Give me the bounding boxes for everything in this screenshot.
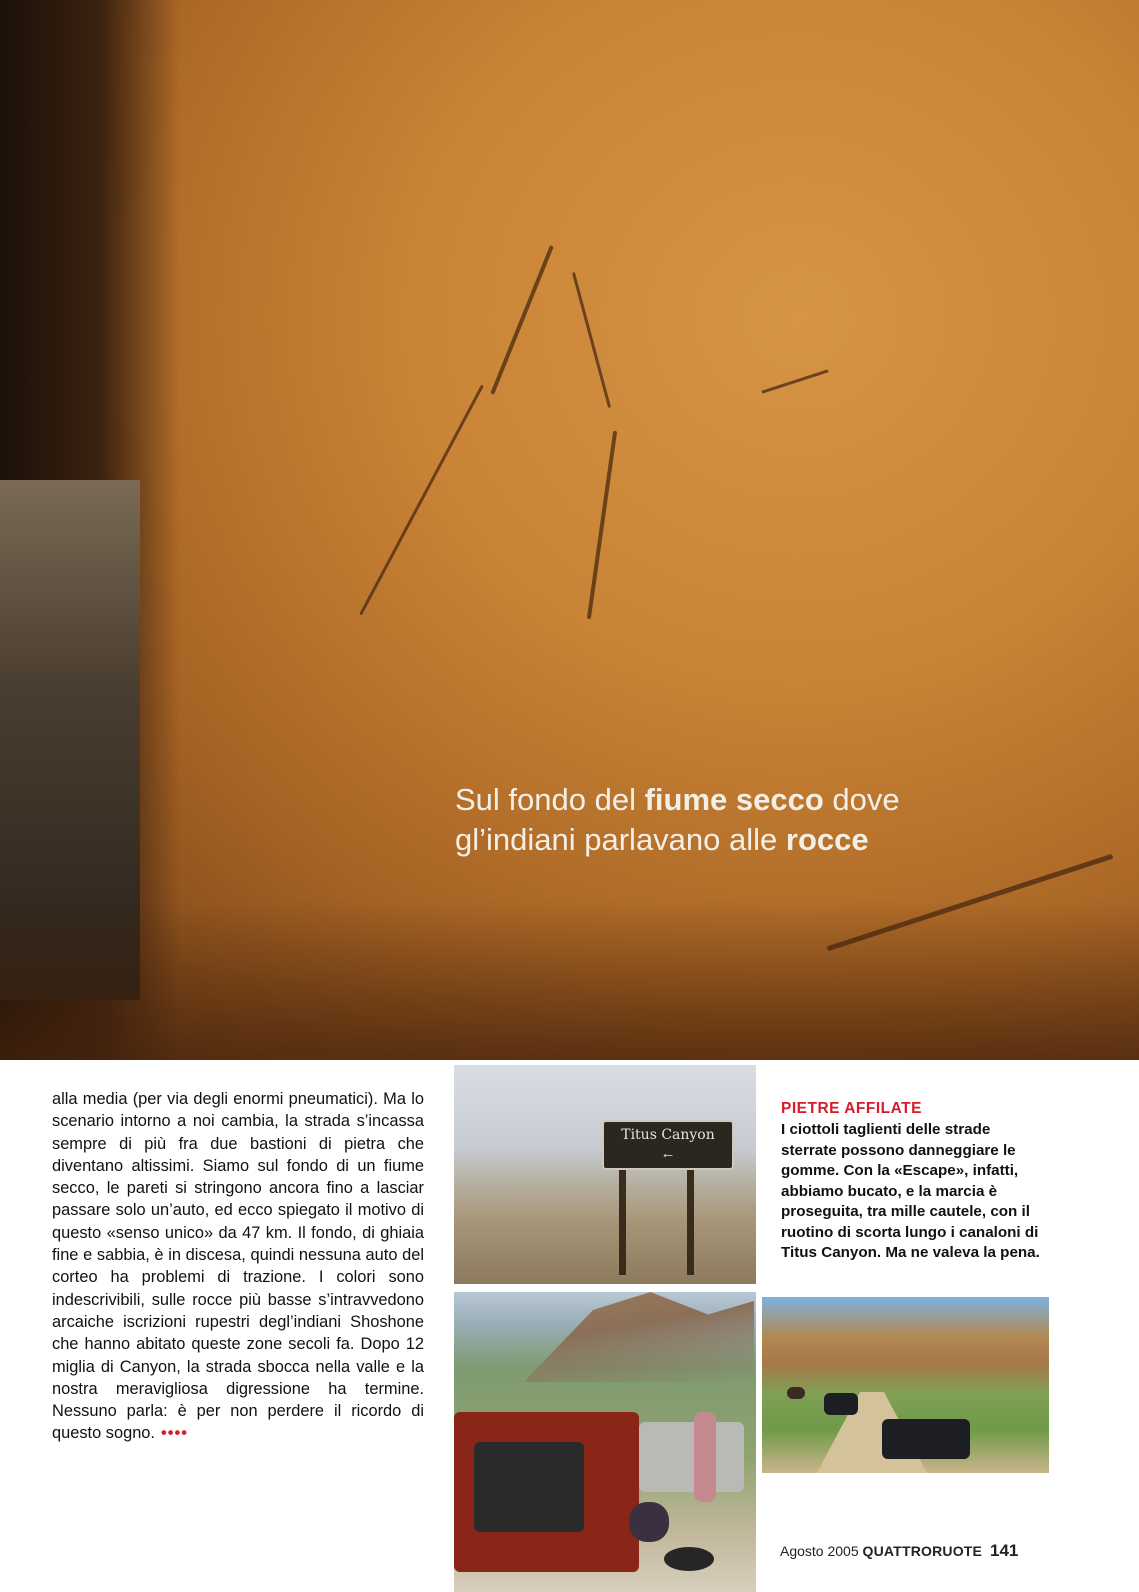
photo-canyon-road (762, 1297, 1049, 1473)
article-text: alla media (per via degli enormi pneumatici). Ma lo scenario intorno a noi cambia, la strada s’incassa sempre di più fra due bastioni di pietra che diventano altissimi. Siamo sul fondo di un fiume secco, le pareti si stringono ancora fino a lasciar passare solo un’auto, ed ecco spiegato il motivo di questo «senso unico» da 47 km. Il fondo, di ghiaia fine e sabbia, è in discesa, quindi nessuna auto del corteo ha problemi di trazione. I colori sono indescrivibili, sulle rocce più basse s’intravvedono arcaiche iscrizioni rupestri degl’indiani Shoshone che hanno abitato queste zone secoli fa. Dopo 12 miglia di Canyon, la strada sbocca nella valle e la nostra meravigliosa digressione ha termine. Nessuno parla: è per non perdere il ricordo di questo sogno. (52, 1090, 424, 1443)
road-sign (602, 1120, 734, 1170)
photo-flat-tire (454, 1292, 756, 1592)
rock-crack (761, 369, 829, 393)
page-number: 141 (989, 1541, 1019, 1560)
rock-crack (490, 245, 554, 395)
issue-date: Agosto 2005 (780, 1543, 859, 1559)
hero-bottom-shade (0, 900, 1139, 1060)
dark-suv (824, 1393, 858, 1415)
page-footer (780, 1541, 1018, 1561)
rock-crack (572, 272, 611, 408)
rock-crack (587, 431, 617, 620)
sign-post (619, 1165, 626, 1275)
sign-text: Titus Canyon (621, 1127, 715, 1143)
end-mark: •••• (160, 1424, 188, 1443)
mountain (524, 1292, 754, 1382)
distant-car (787, 1387, 805, 1399)
rock-crack (359, 385, 484, 616)
suv-trunk (474, 1442, 584, 1532)
photo-titus-canyon-sign (454, 1065, 756, 1284)
sidebar-title: PIETRE AFFILATE (781, 1100, 922, 1117)
person (694, 1412, 716, 1502)
silver-suv (639, 1422, 744, 1492)
person-kneeling (629, 1502, 669, 1542)
sidebar-text: I ciottoli taglienti delle strade sterrate possono danneggiare le gomme. Con la «Escape», infatti, abbiamo bucato, e la marcia è proseguita, tra mille cautele, con il ruotino di scorta lungo i canaloni di Titus Canyon. Ma ne valeva la pena. (781, 1121, 1040, 1261)
left-arrow-icon: ← (660, 1145, 676, 1162)
spare-tire (664, 1547, 714, 1571)
headline-part: Sul fondo del (455, 782, 645, 817)
headline-part: gl’indiani parlavano alle (455, 822, 786, 857)
headline-part-bold: fiume secco (644, 782, 824, 817)
headline (455, 780, 1075, 860)
magazine-name: QUATTRORUOTE (862, 1543, 983, 1559)
headline-part-bold: rocce (785, 822, 869, 857)
dark-suv (882, 1419, 970, 1459)
headline-part: dove (823, 782, 900, 817)
sign-post (687, 1165, 694, 1275)
article-body (52, 1088, 424, 1445)
